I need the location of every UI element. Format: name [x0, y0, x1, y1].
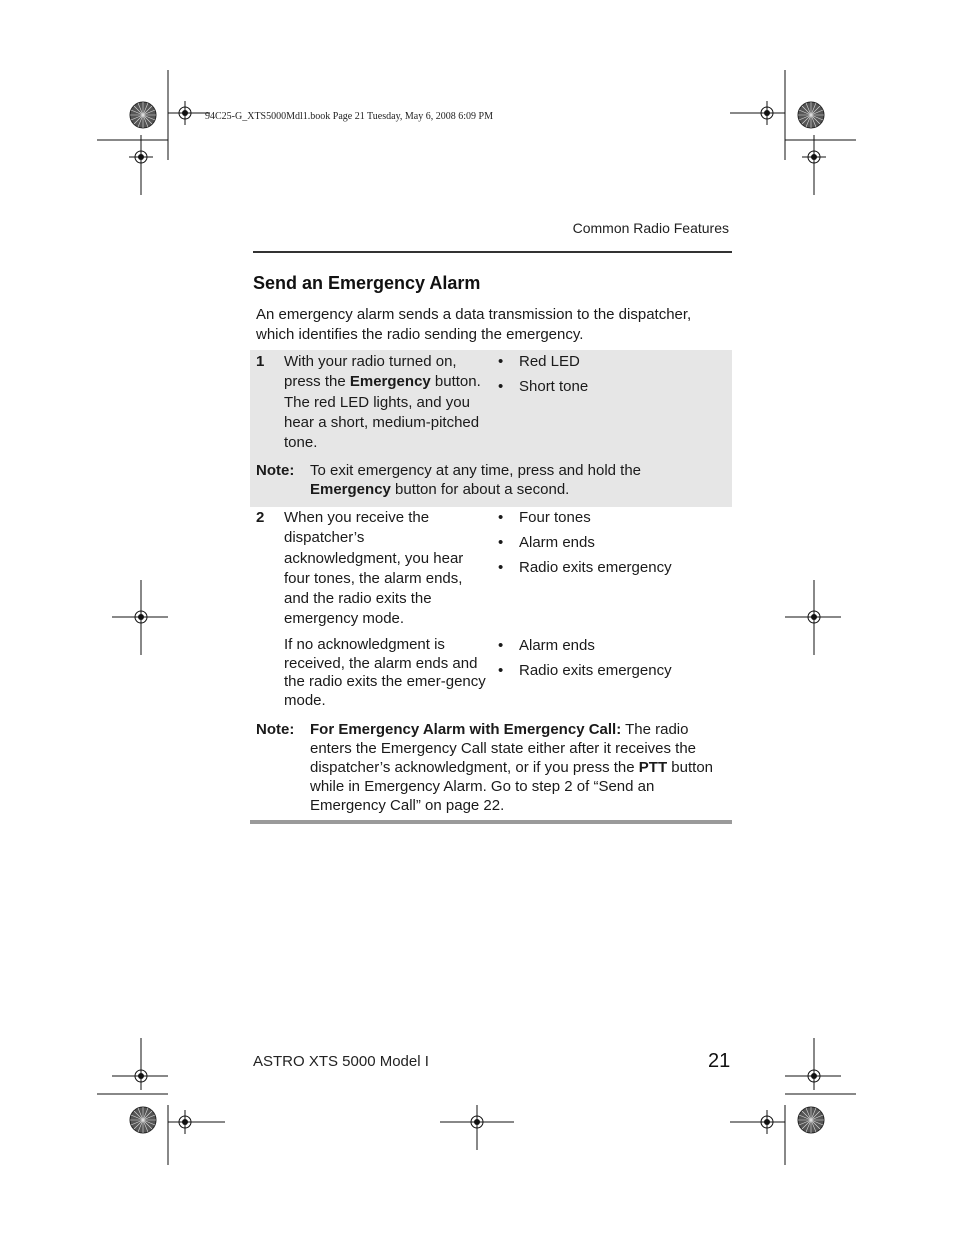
footer-product: ASTRO XTS 5000 Model I — [253, 1053, 429, 1070]
result-item: • Short tone — [498, 374, 588, 399]
running-header: Common Radio Features — [572, 220, 729, 236]
note-1-text: To exit emergency at any time, press and hold the Emergency button for about a second. — [310, 462, 642, 498]
step-2-alt-text: If no acknowledgment is received, the alarm ends and the radio exits the emer-gency mode. — [284, 636, 486, 710]
result-item: • Four tones — [498, 505, 672, 530]
step-2-results — [498, 505, 672, 580]
table-bottom-rule — [250, 820, 732, 824]
page-number: 21 — [708, 1050, 731, 1072]
step-1-text: With your radio turned on, press the Emergency button. The red LED lights, and you hear a short, medium-pitched tone. — [284, 353, 481, 452]
intro-paragraph: An emergency alarm sends a data transmission to the dispatcher, which identifies the radio sending the emergency. — [256, 306, 692, 343]
note-2-text: For Emergency Alarm with Emergency Call: The radio enters the Emergency Call state either after it receives the dispatcher’s acknowledgment, or if you press the PTT button while in Emergency Alarm. Go to step 2 of “Send an Emergency Call” on page 22. — [310, 721, 714, 814]
step-number: 2 — [256, 509, 265, 526]
step-2-alt-results — [498, 633, 672, 683]
result-item: • Radio exits emergency — [498, 658, 672, 683]
section-title: Send an Emergency Alarm — [253, 273, 481, 293]
result-item: • Red LED — [498, 349, 588, 374]
step-1-results — [498, 349, 588, 399]
result-item: • Alarm ends — [498, 633, 672, 658]
note-label: Note: — [256, 462, 295, 479]
result-item: • Radio exits emergency — [498, 555, 672, 580]
step-2-text: When you receive the dispatcher’s acknowledgment, you hear four tones, the alarm ends, and the radio exits the emergency mode. — [284, 509, 464, 628]
step-number: 1 — [256, 353, 265, 370]
note-label: Note: — [256, 721, 295, 738]
print-slug: 94C25-G_XTS5000Mdl1.book Page 21 Tuesday, May 6, 2008 6:09 PM — [205, 111, 493, 122]
result-item: • Alarm ends — [498, 530, 672, 555]
header-rule — [253, 251, 732, 253]
